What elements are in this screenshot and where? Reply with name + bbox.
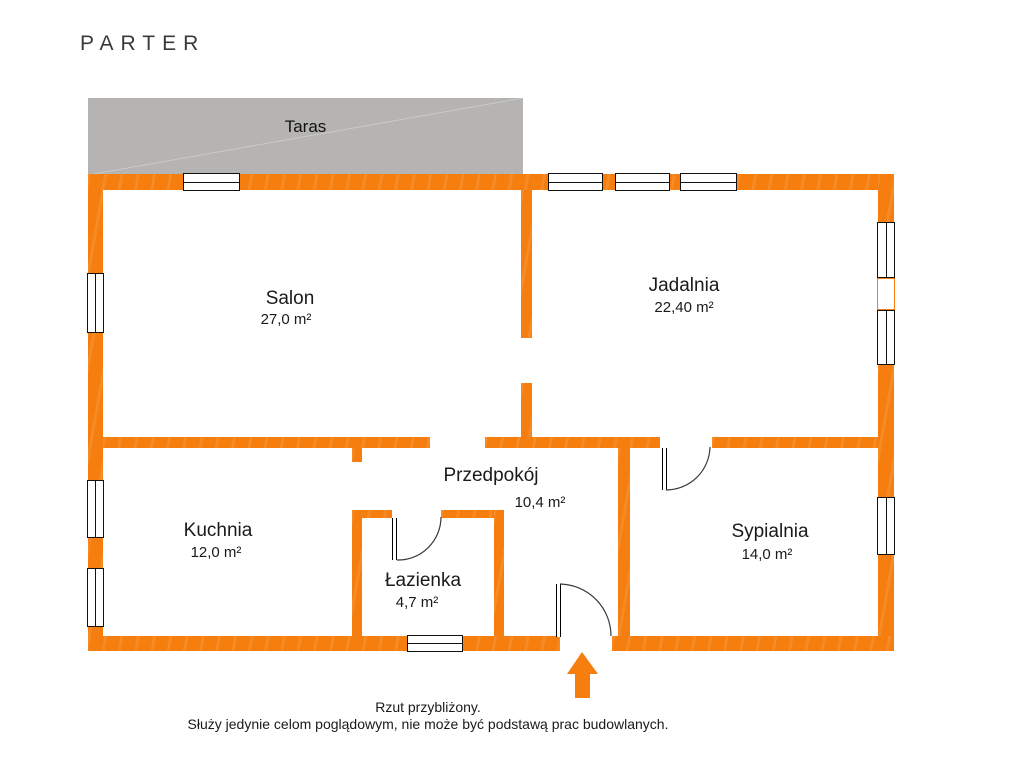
room-area-kuchnia: 12,0 m² [190, 544, 242, 561]
room-label-lazienka: Łazienka [384, 570, 462, 591]
room-label-kuchnia: Kuchnia [183, 520, 253, 541]
sypialnia-door-arc [666, 447, 710, 490]
room-area-salon: 27,0 m² [260, 311, 312, 328]
room-label-salon: Salon [265, 288, 315, 309]
room-area-sypialnia: 14,0 m² [741, 546, 793, 563]
room-label-przedpokoj: Przedpokój [443, 465, 539, 486]
disclaimer-line-2: Służy jedynie celom poglądowym, nie może być podstawą prac budowlanych. [187, 716, 669, 732]
room-area-przedpokoj: 10,4 m² [514, 494, 566, 511]
room-area-lazienka: 4,7 m² [395, 594, 439, 611]
room-area-jadalnia: 22,40 m² [654, 299, 714, 316]
entrance-door-arc [560, 584, 611, 636]
entrance-arrow-icon [567, 652, 598, 698]
room-label-jadalnia: Jadalnia [648, 275, 720, 296]
terrace-label: Taras [284, 117, 327, 136]
lazienka-door-arc [397, 517, 441, 560]
page-title: PARTER [80, 32, 206, 55]
disclaimer-line-1: Rzut przybliżony. [375, 699, 481, 715]
room-label-sypialnia: Sypialnia [731, 521, 809, 542]
